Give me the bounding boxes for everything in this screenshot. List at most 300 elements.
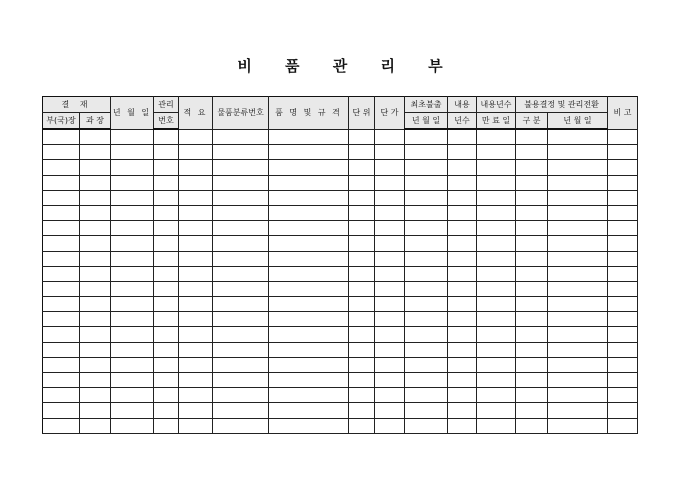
ledger-cell[interactable] bbox=[111, 297, 154, 312]
ledger-cell[interactable] bbox=[43, 175, 80, 190]
ledger-cell[interactable] bbox=[375, 342, 405, 357]
ledger-cell[interactable] bbox=[477, 327, 516, 342]
ledger-cell[interactable] bbox=[349, 327, 375, 342]
ledger-cell[interactable] bbox=[448, 145, 477, 160]
ledger-cell[interactable] bbox=[269, 327, 349, 342]
ledger-cell[interactable] bbox=[80, 357, 111, 372]
ledger-cell[interactable] bbox=[80, 205, 111, 220]
ledger-cell[interactable] bbox=[477, 236, 516, 251]
ledger-cell[interactable] bbox=[43, 145, 80, 160]
ledger-cell[interactable] bbox=[516, 175, 548, 190]
ledger-cell[interactable] bbox=[43, 281, 80, 296]
ledger-cell[interactable] bbox=[477, 221, 516, 236]
ledger-cell[interactable] bbox=[111, 357, 154, 372]
ledger-cell[interactable] bbox=[448, 205, 477, 220]
ledger-cell[interactable] bbox=[375, 388, 405, 403]
ledger-cell[interactable] bbox=[477, 418, 516, 433]
ledger-cell[interactable] bbox=[516, 342, 548, 357]
ledger-cell[interactable] bbox=[213, 418, 269, 433]
ledger-cell[interactable] bbox=[477, 388, 516, 403]
ledger-cell[interactable] bbox=[548, 327, 608, 342]
ledger-cell[interactable] bbox=[80, 418, 111, 433]
ledger-cell[interactable] bbox=[405, 342, 448, 357]
ledger-cell[interactable] bbox=[43, 266, 80, 281]
ledger-cell[interactable] bbox=[548, 357, 608, 372]
ledger-cell[interactable] bbox=[548, 418, 608, 433]
ledger-cell[interactable] bbox=[349, 373, 375, 388]
ledger-cell[interactable] bbox=[43, 312, 80, 327]
ledger-cell[interactable] bbox=[80, 373, 111, 388]
ledger-cell[interactable] bbox=[548, 175, 608, 190]
ledger-cell[interactable] bbox=[154, 221, 179, 236]
ledger-cell[interactable] bbox=[608, 129, 638, 145]
ledger-cell[interactable] bbox=[349, 236, 375, 251]
ledger-cell[interactable] bbox=[477, 160, 516, 175]
ledger-cell[interactable] bbox=[80, 251, 111, 266]
ledger-cell[interactable] bbox=[349, 129, 375, 145]
ledger-cell[interactable] bbox=[80, 403, 111, 418]
ledger-cell[interactable] bbox=[548, 221, 608, 236]
ledger-cell[interactable] bbox=[111, 418, 154, 433]
ledger-cell[interactable] bbox=[349, 190, 375, 205]
ledger-cell[interactable] bbox=[349, 281, 375, 296]
ledger-cell[interactable] bbox=[154, 205, 179, 220]
ledger-cell[interactable] bbox=[80, 327, 111, 342]
ledger-cell[interactable] bbox=[516, 388, 548, 403]
ledger-cell[interactable] bbox=[154, 312, 179, 327]
ledger-cell[interactable] bbox=[548, 190, 608, 205]
ledger-cell[interactable] bbox=[375, 205, 405, 220]
ledger-cell[interactable] bbox=[608, 342, 638, 357]
ledger-cell[interactable] bbox=[375, 266, 405, 281]
ledger-cell[interactable] bbox=[349, 388, 375, 403]
ledger-cell[interactable] bbox=[448, 129, 477, 145]
ledger-cell[interactable] bbox=[349, 251, 375, 266]
ledger-cell[interactable] bbox=[213, 403, 269, 418]
ledger-cell[interactable] bbox=[213, 281, 269, 296]
ledger-cell[interactable] bbox=[477, 281, 516, 296]
ledger-cell[interactable] bbox=[375, 251, 405, 266]
ledger-cell[interactable] bbox=[375, 357, 405, 372]
ledger-cell[interactable] bbox=[111, 160, 154, 175]
ledger-cell[interactable] bbox=[269, 418, 349, 433]
ledger-cell[interactable] bbox=[608, 145, 638, 160]
ledger-cell[interactable] bbox=[516, 357, 548, 372]
ledger-cell[interactable] bbox=[349, 145, 375, 160]
ledger-cell[interactable] bbox=[548, 297, 608, 312]
ledger-cell[interactable] bbox=[516, 373, 548, 388]
ledger-cell[interactable] bbox=[111, 388, 154, 403]
ledger-cell[interactable] bbox=[269, 160, 349, 175]
ledger-cell[interactable] bbox=[111, 175, 154, 190]
ledger-cell[interactable] bbox=[548, 160, 608, 175]
ledger-cell[interactable] bbox=[548, 342, 608, 357]
ledger-cell[interactable] bbox=[111, 281, 154, 296]
ledger-cell[interactable] bbox=[179, 373, 213, 388]
ledger-cell[interactable] bbox=[269, 357, 349, 372]
ledger-cell[interactable] bbox=[477, 145, 516, 160]
ledger-cell[interactable] bbox=[80, 266, 111, 281]
ledger-cell[interactable] bbox=[349, 312, 375, 327]
ledger-cell[interactable] bbox=[608, 388, 638, 403]
ledger-cell[interactable] bbox=[405, 160, 448, 175]
ledger-cell[interactable] bbox=[548, 388, 608, 403]
ledger-cell[interactable] bbox=[269, 342, 349, 357]
ledger-cell[interactable] bbox=[548, 373, 608, 388]
ledger-cell[interactable] bbox=[269, 205, 349, 220]
ledger-cell[interactable] bbox=[179, 145, 213, 160]
ledger-cell[interactable] bbox=[154, 145, 179, 160]
ledger-cell[interactable] bbox=[448, 403, 477, 418]
ledger-cell[interactable] bbox=[477, 312, 516, 327]
ledger-cell[interactable] bbox=[349, 418, 375, 433]
ledger-cell[interactable] bbox=[43, 236, 80, 251]
ledger-cell[interactable] bbox=[213, 236, 269, 251]
ledger-cell[interactable] bbox=[43, 297, 80, 312]
ledger-cell[interactable] bbox=[448, 175, 477, 190]
ledger-cell[interactable] bbox=[349, 175, 375, 190]
ledger-cell[interactable] bbox=[154, 418, 179, 433]
ledger-cell[interactable] bbox=[375, 145, 405, 160]
ledger-cell[interactable] bbox=[608, 281, 638, 296]
ledger-cell[interactable] bbox=[405, 297, 448, 312]
ledger-cell[interactable] bbox=[269, 145, 349, 160]
ledger-cell[interactable] bbox=[548, 312, 608, 327]
ledger-cell[interactable] bbox=[179, 312, 213, 327]
ledger-cell[interactable] bbox=[43, 129, 80, 145]
ledger-cell[interactable] bbox=[349, 357, 375, 372]
ledger-cell[interactable] bbox=[375, 403, 405, 418]
ledger-cell[interactable] bbox=[608, 373, 638, 388]
ledger-cell[interactable] bbox=[80, 221, 111, 236]
ledger-cell[interactable] bbox=[516, 190, 548, 205]
ledger-cell[interactable] bbox=[608, 190, 638, 205]
ledger-cell[interactable] bbox=[213, 175, 269, 190]
ledger-cell[interactable] bbox=[405, 388, 448, 403]
ledger-cell[interactable] bbox=[405, 251, 448, 266]
ledger-cell[interactable] bbox=[349, 160, 375, 175]
ledger-cell[interactable] bbox=[269, 236, 349, 251]
ledger-cell[interactable] bbox=[80, 297, 111, 312]
ledger-cell[interactable] bbox=[516, 266, 548, 281]
ledger-cell[interactable] bbox=[213, 221, 269, 236]
ledger-cell[interactable] bbox=[516, 312, 548, 327]
ledger-cell[interactable] bbox=[43, 388, 80, 403]
ledger-cell[interactable] bbox=[154, 129, 179, 145]
ledger-cell[interactable] bbox=[548, 281, 608, 296]
ledger-cell[interactable] bbox=[405, 129, 448, 145]
ledger-cell[interactable] bbox=[179, 251, 213, 266]
ledger-cell[interactable] bbox=[154, 251, 179, 266]
ledger-cell[interactable] bbox=[349, 205, 375, 220]
ledger-cell[interactable] bbox=[213, 251, 269, 266]
ledger-cell[interactable] bbox=[477, 373, 516, 388]
ledger-cell[interactable] bbox=[375, 190, 405, 205]
ledger-cell[interactable] bbox=[269, 129, 349, 145]
ledger-cell[interactable] bbox=[477, 266, 516, 281]
ledger-cell[interactable] bbox=[111, 373, 154, 388]
ledger-cell[interactable] bbox=[405, 190, 448, 205]
ledger-cell[interactable] bbox=[179, 342, 213, 357]
ledger-cell[interactable] bbox=[154, 327, 179, 342]
ledger-cell[interactable] bbox=[608, 221, 638, 236]
ledger-cell[interactable] bbox=[608, 357, 638, 372]
ledger-cell[interactable] bbox=[154, 190, 179, 205]
ledger-cell[interactable] bbox=[516, 403, 548, 418]
ledger-cell[interactable] bbox=[179, 221, 213, 236]
ledger-cell[interactable] bbox=[179, 281, 213, 296]
ledger-cell[interactable] bbox=[154, 388, 179, 403]
ledger-cell[interactable] bbox=[269, 175, 349, 190]
ledger-cell[interactable] bbox=[179, 190, 213, 205]
ledger-cell[interactable] bbox=[375, 129, 405, 145]
ledger-cell[interactable] bbox=[405, 221, 448, 236]
ledger-cell[interactable] bbox=[448, 418, 477, 433]
ledger-cell[interactable] bbox=[516, 221, 548, 236]
ledger-cell[interactable] bbox=[43, 357, 80, 372]
ledger-cell[interactable] bbox=[154, 403, 179, 418]
ledger-cell[interactable] bbox=[405, 236, 448, 251]
ledger-cell[interactable] bbox=[608, 266, 638, 281]
ledger-cell[interactable] bbox=[213, 342, 269, 357]
ledger-cell[interactable] bbox=[154, 373, 179, 388]
ledger-cell[interactable] bbox=[43, 403, 80, 418]
ledger-cell[interactable] bbox=[405, 145, 448, 160]
ledger-cell[interactable] bbox=[375, 297, 405, 312]
ledger-cell[interactable] bbox=[516, 418, 548, 433]
ledger-cell[interactable] bbox=[516, 129, 548, 145]
ledger-cell[interactable] bbox=[477, 403, 516, 418]
ledger-cell[interactable] bbox=[179, 129, 213, 145]
ledger-cell[interactable] bbox=[154, 266, 179, 281]
ledger-cell[interactable] bbox=[448, 357, 477, 372]
ledger-cell[interactable] bbox=[179, 327, 213, 342]
ledger-cell[interactable] bbox=[111, 342, 154, 357]
ledger-cell[interactable] bbox=[516, 251, 548, 266]
ledger-cell[interactable] bbox=[111, 236, 154, 251]
ledger-cell[interactable] bbox=[548, 205, 608, 220]
ledger-cell[interactable] bbox=[269, 281, 349, 296]
ledger-cell[interactable] bbox=[548, 266, 608, 281]
ledger-cell[interactable] bbox=[179, 418, 213, 433]
ledger-cell[interactable] bbox=[154, 236, 179, 251]
ledger-cell[interactable] bbox=[448, 327, 477, 342]
ledger-cell[interactable] bbox=[405, 175, 448, 190]
ledger-cell[interactable] bbox=[448, 297, 477, 312]
ledger-cell[interactable] bbox=[405, 403, 448, 418]
ledger-cell[interactable] bbox=[269, 403, 349, 418]
ledger-cell[interactable] bbox=[448, 342, 477, 357]
ledger-cell[interactable] bbox=[179, 357, 213, 372]
ledger-cell[interactable] bbox=[111, 129, 154, 145]
ledger-cell[interactable] bbox=[179, 403, 213, 418]
ledger-cell[interactable] bbox=[213, 312, 269, 327]
ledger-cell[interactable] bbox=[269, 266, 349, 281]
ledger-cell[interactable] bbox=[608, 175, 638, 190]
ledger-cell[interactable] bbox=[516, 205, 548, 220]
ledger-cell[interactable] bbox=[405, 357, 448, 372]
ledger-cell[interactable] bbox=[548, 129, 608, 145]
ledger-cell[interactable] bbox=[154, 160, 179, 175]
ledger-cell[interactable] bbox=[213, 373, 269, 388]
ledger-cell[interactable] bbox=[448, 266, 477, 281]
ledger-cell[interactable] bbox=[516, 297, 548, 312]
ledger-cell[interactable] bbox=[43, 251, 80, 266]
ledger-cell[interactable] bbox=[269, 312, 349, 327]
ledger-cell[interactable] bbox=[269, 373, 349, 388]
ledger-cell[interactable] bbox=[608, 403, 638, 418]
ledger-cell[interactable] bbox=[111, 190, 154, 205]
ledger-cell[interactable] bbox=[179, 266, 213, 281]
ledger-cell[interactable] bbox=[80, 145, 111, 160]
ledger-cell[interactable] bbox=[548, 145, 608, 160]
ledger-cell[interactable] bbox=[608, 236, 638, 251]
ledger-cell[interactable] bbox=[608, 418, 638, 433]
ledger-cell[interactable] bbox=[548, 251, 608, 266]
ledger-cell[interactable] bbox=[608, 327, 638, 342]
ledger-cell[interactable] bbox=[375, 281, 405, 296]
ledger-cell[interactable] bbox=[111, 312, 154, 327]
ledger-cell[interactable] bbox=[516, 145, 548, 160]
ledger-cell[interactable] bbox=[80, 190, 111, 205]
ledger-cell[interactable] bbox=[111, 145, 154, 160]
ledger-cell[interactable] bbox=[43, 418, 80, 433]
ledger-cell[interactable] bbox=[516, 327, 548, 342]
ledger-cell[interactable] bbox=[477, 175, 516, 190]
ledger-cell[interactable] bbox=[477, 357, 516, 372]
ledger-cell[interactable] bbox=[448, 221, 477, 236]
ledger-cell[interactable] bbox=[269, 251, 349, 266]
ledger-cell[interactable] bbox=[405, 312, 448, 327]
ledger-cell[interactable] bbox=[375, 418, 405, 433]
ledger-cell[interactable] bbox=[375, 327, 405, 342]
ledger-cell[interactable] bbox=[608, 312, 638, 327]
ledger-cell[interactable] bbox=[111, 221, 154, 236]
ledger-cell[interactable] bbox=[448, 251, 477, 266]
ledger-cell[interactable] bbox=[448, 190, 477, 205]
ledger-cell[interactable] bbox=[213, 129, 269, 145]
ledger-cell[interactable] bbox=[477, 297, 516, 312]
ledger-cell[interactable] bbox=[80, 388, 111, 403]
ledger-cell[interactable] bbox=[179, 297, 213, 312]
ledger-cell[interactable] bbox=[375, 175, 405, 190]
ledger-cell[interactable] bbox=[448, 281, 477, 296]
ledger-cell[interactable] bbox=[477, 342, 516, 357]
ledger-cell[interactable] bbox=[375, 373, 405, 388]
ledger-cell[interactable] bbox=[43, 160, 80, 175]
ledger-cell[interactable] bbox=[349, 266, 375, 281]
ledger-cell[interactable] bbox=[213, 266, 269, 281]
ledger-cell[interactable] bbox=[405, 281, 448, 296]
ledger-cell[interactable] bbox=[154, 281, 179, 296]
ledger-cell[interactable] bbox=[349, 297, 375, 312]
ledger-cell[interactable] bbox=[154, 297, 179, 312]
ledger-cell[interactable] bbox=[213, 297, 269, 312]
ledger-cell[interactable] bbox=[179, 236, 213, 251]
ledger-cell[interactable] bbox=[179, 160, 213, 175]
ledger-cell[interactable] bbox=[608, 297, 638, 312]
ledger-cell[interactable] bbox=[43, 342, 80, 357]
ledger-cell[interactable] bbox=[154, 342, 179, 357]
ledger-cell[interactable] bbox=[269, 190, 349, 205]
ledger-cell[interactable] bbox=[179, 175, 213, 190]
ledger-cell[interactable] bbox=[448, 236, 477, 251]
ledger-cell[interactable] bbox=[269, 221, 349, 236]
ledger-cell[interactable] bbox=[80, 312, 111, 327]
ledger-cell[interactable] bbox=[80, 160, 111, 175]
ledger-cell[interactable] bbox=[80, 342, 111, 357]
ledger-cell[interactable] bbox=[548, 403, 608, 418]
ledger-cell[interactable] bbox=[477, 251, 516, 266]
ledger-cell[interactable] bbox=[179, 388, 213, 403]
ledger-cell[interactable] bbox=[80, 236, 111, 251]
ledger-cell[interactable] bbox=[269, 297, 349, 312]
ledger-cell[interactable] bbox=[448, 312, 477, 327]
ledger-cell[interactable] bbox=[213, 160, 269, 175]
ledger-cell[interactable] bbox=[111, 251, 154, 266]
ledger-cell[interactable] bbox=[269, 388, 349, 403]
ledger-cell[interactable] bbox=[213, 388, 269, 403]
ledger-cell[interactable] bbox=[213, 205, 269, 220]
ledger-cell[interactable] bbox=[43, 327, 80, 342]
ledger-cell[interactable] bbox=[375, 160, 405, 175]
ledger-cell[interactable] bbox=[375, 236, 405, 251]
ledger-cell[interactable] bbox=[405, 418, 448, 433]
ledger-cell[interactable] bbox=[375, 312, 405, 327]
ledger-cell[interactable] bbox=[516, 236, 548, 251]
ledger-cell[interactable] bbox=[43, 190, 80, 205]
ledger-cell[interactable] bbox=[80, 281, 111, 296]
ledger-cell[interactable] bbox=[477, 190, 516, 205]
ledger-cell[interactable] bbox=[349, 221, 375, 236]
ledger-cell[interactable] bbox=[213, 357, 269, 372]
ledger-cell[interactable] bbox=[213, 145, 269, 160]
ledger-cell[interactable] bbox=[548, 236, 608, 251]
ledger-cell[interactable] bbox=[448, 373, 477, 388]
ledger-cell[interactable] bbox=[516, 160, 548, 175]
ledger-cell[interactable] bbox=[43, 221, 80, 236]
ledger-cell[interactable] bbox=[405, 205, 448, 220]
ledger-cell[interactable] bbox=[516, 281, 548, 296]
ledger-cell[interactable] bbox=[111, 205, 154, 220]
ledger-cell[interactable] bbox=[80, 175, 111, 190]
ledger-cell[interactable] bbox=[111, 327, 154, 342]
ledger-cell[interactable] bbox=[477, 205, 516, 220]
ledger-cell[interactable] bbox=[154, 357, 179, 372]
ledger-cell[interactable] bbox=[111, 403, 154, 418]
ledger-cell[interactable] bbox=[608, 205, 638, 220]
ledger-cell[interactable] bbox=[349, 403, 375, 418]
ledger-cell[interactable] bbox=[448, 160, 477, 175]
ledger-cell[interactable] bbox=[608, 160, 638, 175]
ledger-cell[interactable] bbox=[448, 388, 477, 403]
ledger-cell[interactable] bbox=[477, 129, 516, 145]
ledger-cell[interactable] bbox=[375, 221, 405, 236]
ledger-cell[interactable] bbox=[405, 373, 448, 388]
ledger-cell[interactable] bbox=[349, 342, 375, 357]
ledger-cell[interactable] bbox=[405, 327, 448, 342]
ledger-cell[interactable] bbox=[154, 175, 179, 190]
ledger-cell[interactable] bbox=[43, 373, 80, 388]
ledger-cell[interactable] bbox=[213, 327, 269, 342]
ledger-cell[interactable] bbox=[80, 129, 111, 145]
ledger-cell[interactable] bbox=[179, 205, 213, 220]
ledger-cell[interactable] bbox=[405, 266, 448, 281]
ledger-cell[interactable] bbox=[213, 190, 269, 205]
ledger-cell[interactable] bbox=[608, 251, 638, 266]
ledger-cell[interactable] bbox=[43, 205, 80, 220]
ledger-cell[interactable] bbox=[111, 266, 154, 281]
